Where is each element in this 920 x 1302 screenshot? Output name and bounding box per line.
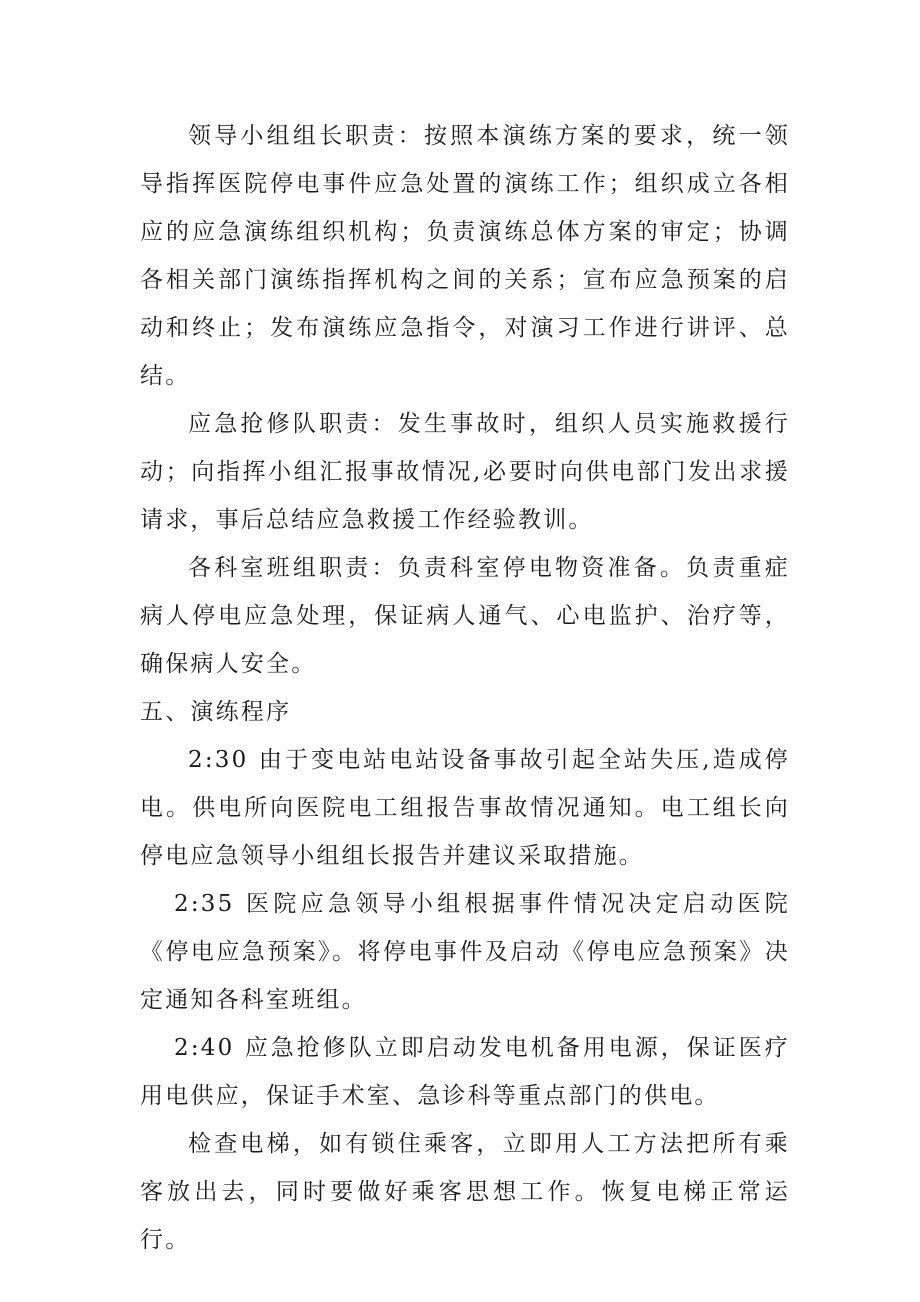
document-body: [140, 112, 790, 1264]
paragraph-step-2-35: 2:35 医院应急领导小组根据事件情况决定启动医院《停电应急预案》。将停电事件及启动《停电应急预案》决定通知各科室班组。: [140, 891, 790, 1013]
paragraph-repair-team-duties: 应急抢修队职责：发生事故时，组织人员实施救援行动；向指挥小组汇报事故情况,必要时向供电部门发出求援请求，事后总结应急救援工作经验教训。: [140, 411, 790, 533]
paragraph-department-duties: 各科室班组职责：负责科室停电物资准备。负责重症病人停电应急处理，保证病人通气、心电监护、治疗等，确保病人安全。: [140, 555, 790, 677]
paragraph-step-2-30: 2:30 由于变电站电站设备事故引起全站失压,造成停电。供电所向医院电工组报告事故情况通知。电工组长向停电应急领导小组组长报告并建议采取措施。: [140, 747, 790, 869]
paragraph-elevator-check: 检查电梯，如有锁住乘客，立即用人工方法把所有乘客放出去，同时要做好乘客思想工作。恢复电梯正常运行。: [140, 1131, 790, 1253]
paragraph-leader-duties: 领导小组组长职责：按照本演练方案的要求，统一领导指挥医院停电事件应急处置的演练工作；组织成立各相应的应急演练组织机构；负责演练总体方案的审定；协调各相关部门演练指挥机构之间的关系；宣布应急预案的启动和终止；发布演练应急指令，对演习工作进行讲评、总结。: [140, 123, 790, 389]
paragraph-step-2-40: 2:40 应急抢修队立即启动发电机备用电源，保证医疗用电供应，保证手术室、急诊科等重点部门的供电。: [140, 1035, 790, 1109]
section-heading-drill-procedure: 五、演练程序: [140, 699, 292, 725]
